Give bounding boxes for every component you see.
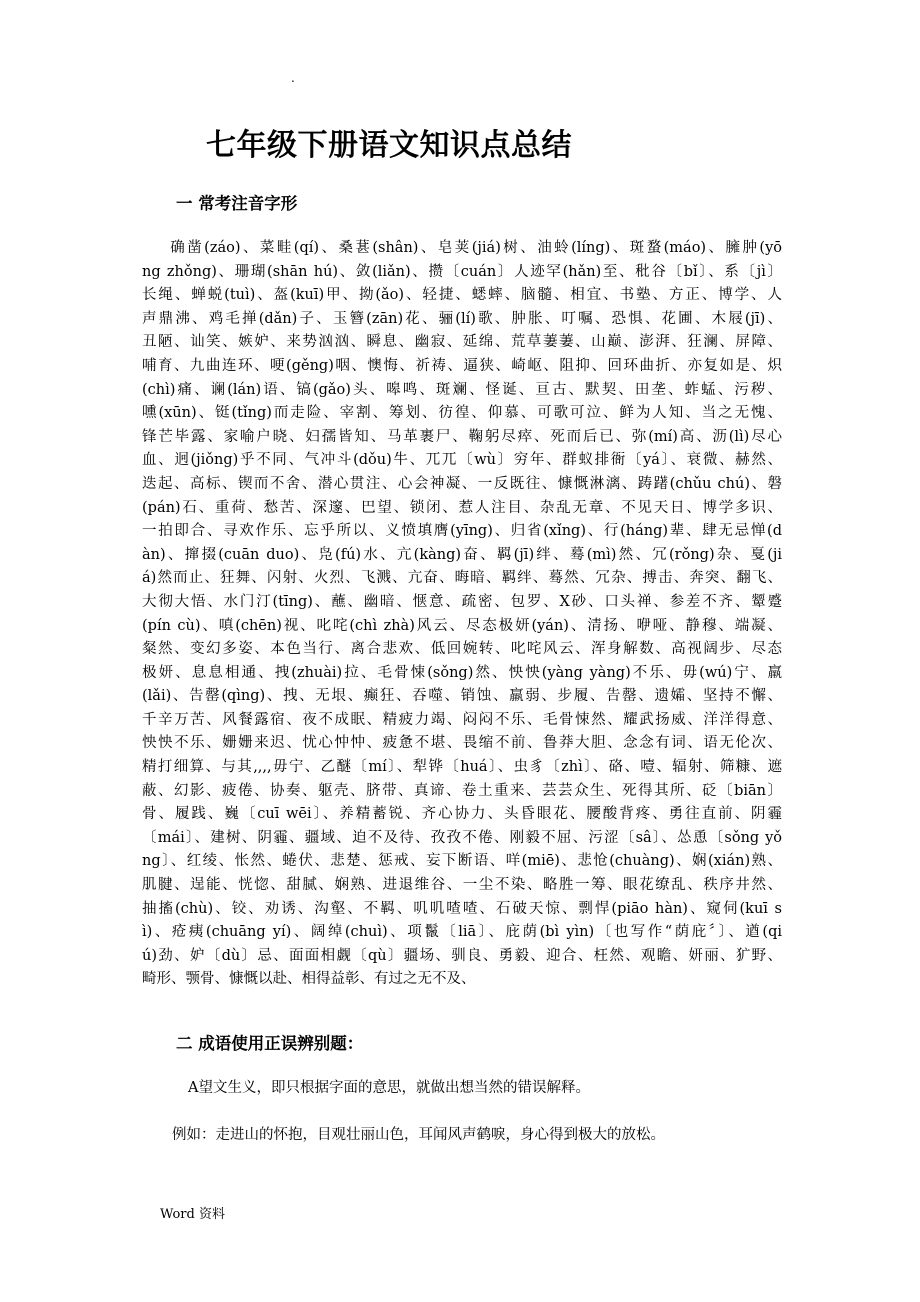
text-line: ì)、疮痍(chuāng yí)、阔绰(chuì)、项鬣〔liā〕、庇荫(bì yìn)〔也写作“荫庇〞〕、遒(qi — [142, 924, 782, 941]
text-line: (chì)痛、谰(lán)语、镐(gǎo)头、嗥鸣、斑斓、怪诞、亘古、默契、田垄、蚱蜢、污秽、 — [142, 381, 782, 398]
page-title: 七年级下册语文知识点总结 — [206, 128, 572, 163]
text-line: (lǎi)、告罄(qìng)、拽、无垠、癫狂、吞噬、销蚀、羸弱、步履、告罄、遗孀、坚持不懈、 — [142, 688, 782, 705]
text-line: 骨、履践、巍〔cuī wēi〕、养精蓄锐、齐心协力、头昏眼花、腰酸背疼、勇往直前、阴霾 — [142, 806, 782, 823]
text-line: 长绳、蝉蜕(tuì)、盔(kuī)甲、拗(ǎo)、轻捷、蟋蟀、脑髓、相宜、书塾、方正、博学、人 — [142, 287, 782, 304]
text-line: 粲然、变幻多姿、本色当行、离合悲欢、低回婉转、叱咤风云、浑身解数、高视阔步、尽态 — [142, 641, 782, 658]
vocabulary-paragraph — [142, 237, 782, 992]
text-line: àn)、撺掇(cuān duo)、凫(fú)水、亢(kàng)奋、羁(jī)绊、蓦(mì)然、冗(rǒng)杂、戛(ji — [142, 546, 782, 563]
text-line: (pín cù)、嗔(chēn)视、叱咤(chì zhà)风云、尽态极妍(yán)、清扬、咿哑、静穆、端凝、 — [142, 617, 782, 634]
text-line: 千辛万苦、风餐露宿、夜不成眠、精疲力竭、闷闷不乐、毛骨悚然、耀武扬威、洋洋得意、 — [142, 711, 782, 728]
text-line: 肌腱、逞能、恍惚、甜腻、娴熟、进退维谷、一尘不染、略胜一筹、眼花缭乱、秩序井然、 — [142, 877, 782, 894]
text-line: 哺育、九曲连环、哽(gěng)咽、懊悔、祈祷、逼狭、崎岖、阻抑、回环曲折、亦复如是、炽 — [142, 357, 782, 374]
text-line: ú)劲、妒〔dù〕忌、面面相觑〔qù〕疆场、驯良、勇毅、迎合、枉然、观瞻、妍丽、犷野、 — [142, 947, 782, 964]
section-heading: 二 成语使用正误辨别题： — [176, 1034, 364, 1053]
example-paragraph: 例如：走进山的怀抱，目观壮丽山色，耳闻风声鹤唳，身心得到极大的放松。 — [172, 1127, 665, 1143]
page-footer: Word 资料 — [160, 1207, 225, 1222]
text-line: á)然而止、狂舞、闪射、火烈、飞溅、亢奋、晦暗、羁绊、蓦然、冗杂、搏击、奔突、翻飞、 — [142, 570, 782, 587]
text-line: 丑陋、讪笑、嫉妒、来势汹汹、瞬息、幽寂、延绵、荒草萋萋、山巅、澎湃、狂澜、屏障、 — [142, 334, 782, 351]
text-line: 大彻大悟、水门汀(tīng)、蘸、幽暗、惬意、疏密、包罗、X砂、口头禅、参差不齐、颦蹙 — [142, 593, 782, 610]
text-line: 畸形、颚骨、慷慨以赴、相得益彰、有过之无不及、 — [142, 971, 476, 988]
text-line: 一拍即合、寻欢作乐、忘乎所以、义愤填膺(yīng)、归省(xǐng)、行(háng)辈、肆无忌惮(d — [142, 523, 782, 540]
text-line: 嚑(xūn)、铤(tǐng)而走险、宰割、筹划、彷徨、仰慕、可歌可泣、鲜为人知、当之无愧、 — [142, 405, 782, 422]
text-line: 迭起、高标、锲而不舍、潜心贯注、心会神凝、一反既往、慷慨淋漓、踌躇(chǔu chú)、磐 — [142, 475, 782, 492]
text-line: 抽搐(chù)、铰、劝诱、沟壑、不羁、叽叽喳喳、石破天惊、剽悍(piāo hàn)、窥伺(kuī s — [142, 900, 782, 917]
text-line: 精打细算、与其,,,,毋宁、乙醚〔mí〕、犁铧〔huá〕、虫豸〔zhì〕、硌、噎、辐射、筛糠、遮 — [142, 759, 782, 776]
text-line: 声鼎沸、鸡毛掸(dǎn)子、玉簪(zān)花、骊(lí)歌、肿胀、叮嘱、恐惧、花圃、木屐(jī)、 — [142, 310, 782, 327]
text-line: 蔽、幻影、疲倦、协奏、躯壳、脐带、真谛、卷土重来、芸芸众生、死得其所、砭〔biān〕 — [142, 782, 782, 799]
text-line: 〔mái〕、建树、阴霾、疆域、迫不及待、孜孜不倦、刚毅不屈、污涩〔sâ〕、怂恿〔sǒng yǒ — [142, 829, 782, 846]
text-line: 极妍、息息相通、拽(zhuài)拉、毛骨悚(sǒng)然、怏怏(yàng yàng)不乐、毋(wú)宁、羸 — [142, 664, 782, 681]
text-line: (pán)石、重荷、愁苦、深邃、巴望、锁闭、惹人注目、杂乱无章、不见天日、博学多识、 — [142, 499, 782, 516]
paragraph-a: A望文生义，即只根据字面的意思，就做出想当然的错误解释。 — [188, 1080, 590, 1096]
section-heading: 一 常考注音字形 — [176, 194, 298, 213]
text-line: ng zhǒng)、珊瑚(shān hú)、敛(liǎn)、攒〔cuán〕人迹罕(hǎn)至、秕谷〔bǐ〕、系〔jì〕 — [142, 263, 782, 280]
text-line: ng〕、红绫、怅然、蜷伏、悲楚、惩戒、妄下断语、咩(miē)、悲怆(chuàng)、娴(xián)熟、 — [142, 853, 782, 870]
text-line: 血、迥(jiǒng)乎不同、气冲斗(dǒu)牛、兀兀〔wù〕穷年、群蚁排衙〔yá〕、衰微、赫然、 — [142, 452, 782, 469]
text-line: 锋芒毕露、家喻户晓、妇孺皆知、马革裹尸、鞠躬尽瘁、死而后已、弥(mí)高、沥(lì)尽心 — [142, 428, 782, 445]
text-line: 怏怏不乐、姗姗来迟、忧心忡忡、疲惫不堪、畏缩不前、鲁莽大胆、念念有词、语无伦次、 — [142, 735, 782, 752]
header-mark: . — [291, 71, 295, 85]
text-line: 确凿(záo)、菜畦(qí)、桑葚(shân)、皂荚(jiá)树、油蛉(líng)、斑蝥(máo)、臃肿(yō — [142, 240, 782, 256]
